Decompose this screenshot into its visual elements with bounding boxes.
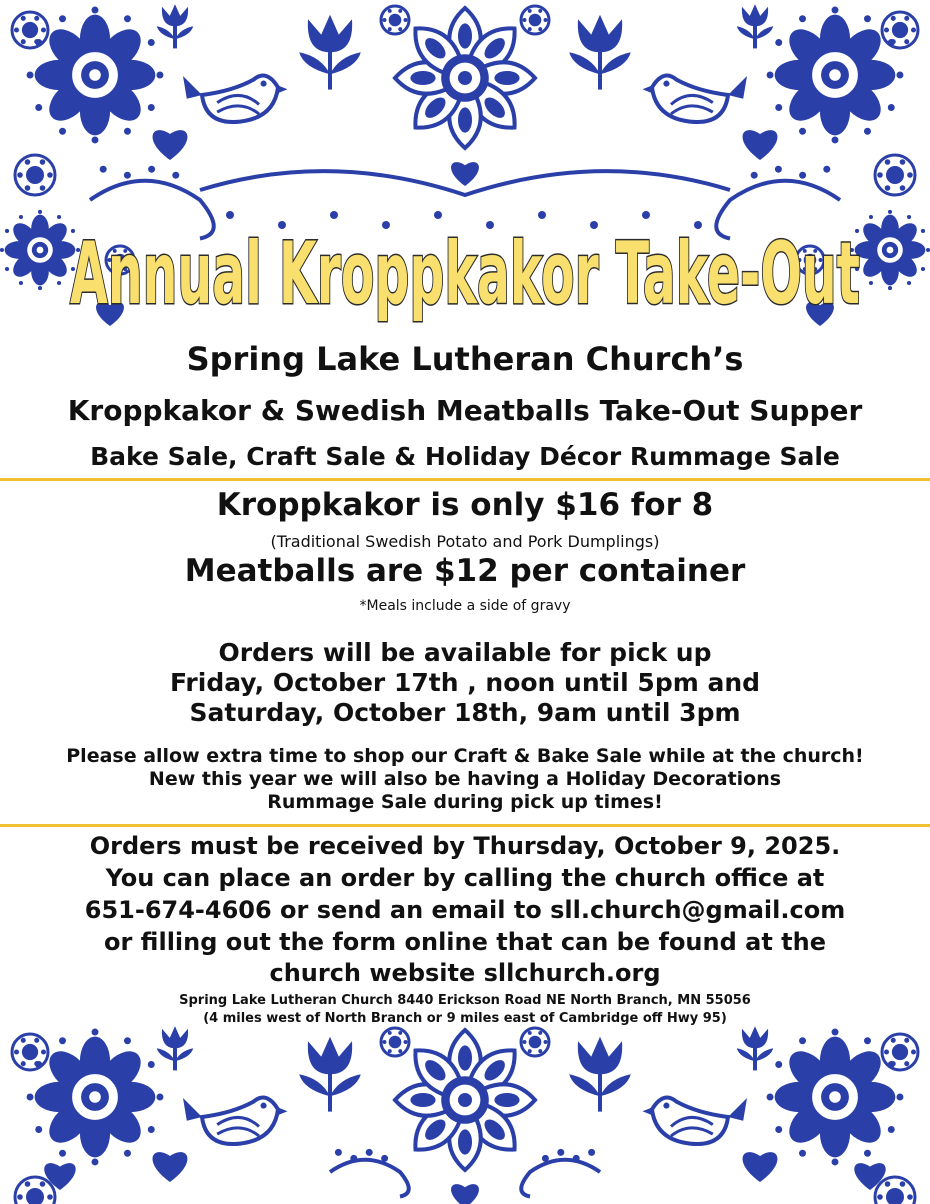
gravy-note: *Meals include a side of gravy — [359, 598, 571, 614]
pickup-heading: Orders will be available for pick up — [218, 638, 712, 667]
dot-rosette-motif — [12, 1034, 48, 1070]
dot-rosette-motif — [521, 6, 549, 34]
dot-rosette-motif — [882, 12, 918, 48]
kroppkakor-description: (Traditional Swedish Potato and Pork Dumplings) — [270, 532, 660, 551]
tulip-motif — [157, 1026, 193, 1070]
heart-motif — [44, 1163, 75, 1190]
pickup-saturday: Saturday, October 18th, 9am until 3pm — [189, 698, 741, 727]
order-contact: 651-674-4606 or send an email to sll.church@gmail.com — [84, 896, 846, 924]
heart-motif — [854, 1163, 885, 1190]
folk-art-border-bottom — [0, 1022, 930, 1204]
divider-top — [0, 478, 930, 481]
supper-line: Kroppkakor & Swedish Meatballs Take-Out Supper — [67, 394, 863, 427]
tulip-motif — [157, 4, 193, 48]
order-website: church website sllchurch.org — [269, 959, 661, 987]
dot-rosette-motif — [381, 1028, 409, 1056]
bird-motif — [643, 1098, 748, 1144]
bird-motif — [183, 76, 288, 122]
dot-rosette-motif — [882, 1034, 918, 1070]
tulip-motif — [299, 15, 361, 90]
kroppkakor-price: Kroppkakor is only $16 for 8 — [216, 487, 714, 523]
order-instructions-1: You can place an order by calling the church office at — [105, 864, 825, 892]
pickup-friday: Friday, October 17th , noon until 5pm and — [169, 668, 761, 697]
heart-motif — [153, 1152, 188, 1182]
shop-note-line3: Rummage Sale during pick up times! — [267, 791, 663, 813]
tulip-motif — [737, 4, 773, 48]
divider-bottom — [0, 824, 930, 827]
bird-motif — [643, 76, 748, 122]
bird-motif — [183, 1098, 288, 1144]
order-instructions-2: or filling out the form online that can be found at the — [104, 928, 826, 956]
dot-rosette-motif — [381, 6, 409, 34]
dot-rosette-motif — [521, 1028, 549, 1056]
dot-rosette-motif — [875, 1177, 915, 1204]
church-address: Spring Lake Lutheran Church 8440 Erickson Road NE North Branch, MN 55056 — [179, 993, 751, 1008]
tulip-motif — [569, 15, 631, 90]
event-title — [0, 168, 930, 358]
church-name: Spring Lake Lutheran Church’s — [186, 340, 744, 378]
event-title-text: Annual Kroppkakor Take-Out — [70, 224, 860, 324]
dot-rosette-motif — [15, 1177, 55, 1204]
swirl-vine-motif — [521, 1149, 600, 1197]
heart-motif — [451, 1184, 479, 1204]
large-flower-motif — [395, 1030, 535, 1170]
tulip-motif — [569, 1037, 631, 1112]
sales-line: Bake Sale, Craft Sale & Holiday Décor Rummage Sale — [90, 442, 840, 471]
heart-motif — [153, 130, 188, 160]
heart-motif — [743, 130, 778, 160]
swirl-vine-motif — [330, 1149, 409, 1197]
shop-note-line2: New this year we will also be having a Holiday Decorations — [148, 768, 782, 790]
tulip-motif — [737, 1026, 773, 1070]
order-deadline: Orders must be received by Thursday, October 9, 2025. — [89, 832, 841, 860]
tulip-motif — [299, 1037, 361, 1112]
large-flower-motif — [395, 8, 535, 148]
church-directions: (4 miles west of North Branch or 9 miles east of Cambridge off Hwy 95) — [203, 1011, 727, 1026]
shop-note-line1: Please allow extra time to shop our Craft & Bake Sale while at the church! — [66, 745, 864, 767]
dot-rosette-motif — [12, 12, 48, 48]
meatballs-price: Meatballs are $12 per container — [184, 553, 746, 589]
heart-motif — [743, 1152, 778, 1182]
